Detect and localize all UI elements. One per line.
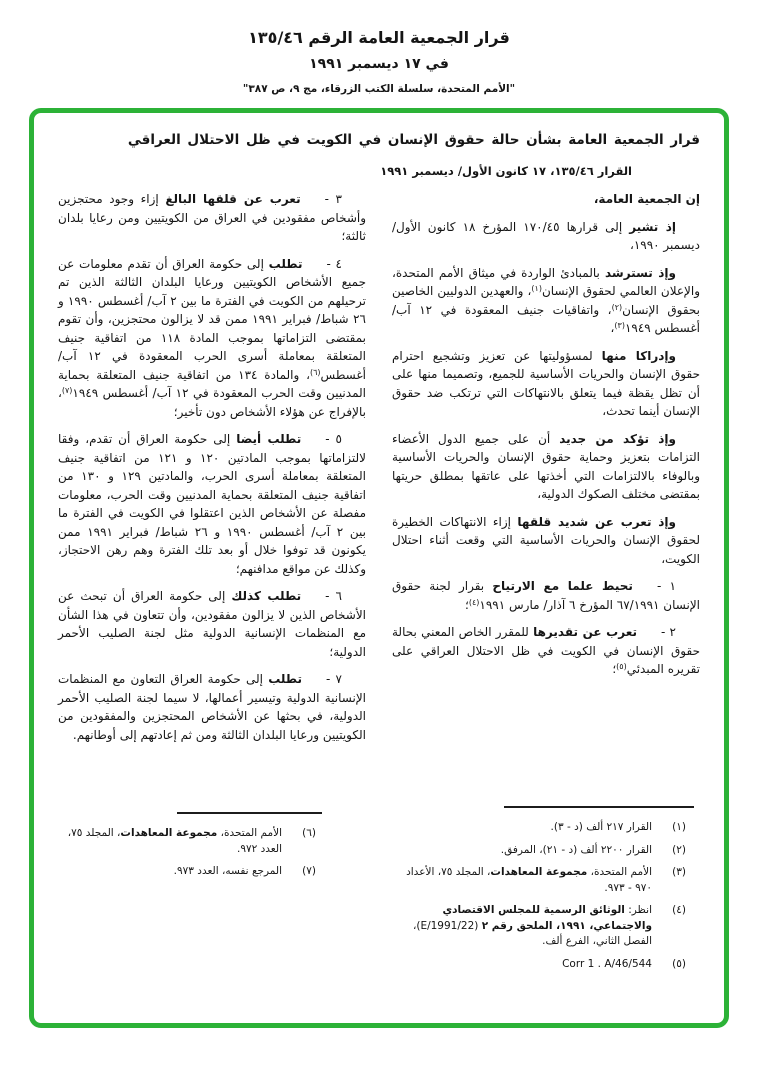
footnote-separator-rule [504,806,694,808]
body-text: ، بالإفراج عن هؤلاء الأشخاص دون تأخير؛ [58,386,366,419]
body-text: القرار ٢٢٠٠ ألف (د - ٢١)، المرفق. [500,843,652,856]
footnote-marker: (١) [672,821,686,834]
footnote-marker: (٦) [302,827,316,840]
body-text: (E/1991/22)، الفصل الثاني، الفرع ألف. [412,919,652,948]
column-right [392,190,700,979]
footnote-marker: (٣) [672,866,686,879]
footnote-marker: (٤) [672,904,686,917]
footnote-reference: (٧) [61,386,73,396]
footnote-reference: (٤) [468,597,480,607]
paragraph-number: ٣ - [324,192,342,207]
footnote-separator-rule [177,812,322,814]
bold-lead-text: إذ تشير [629,219,676,234]
footnote [392,843,700,859]
header-source-citation: "الأمم المتحدة، سلسلة الكتب الزرقاء، مج ٩، ص ٣٨٧" [242,83,516,95]
bold-lead-text: تطلب [268,256,303,271]
footnote-marker: (٥) [672,957,686,970]
body-text: ، والعهدين الدوليين الخاصين بحقوق الإنسان [392,284,700,317]
bold-lead-text: الوثائق الرسمية للمجلس الاقتصادي والاجتماعي، ١٩٩١، الملحق رقم ٢ [442,904,652,932]
resolution-box [29,108,729,1028]
paragraph [58,430,366,578]
paragraph-number: ٤ - [326,256,342,271]
body-text: المرجع نفسه، العدد ٩٧٣. [173,865,282,878]
body-text: الأمم المتحدة، [587,866,652,879]
two-column-body [58,190,700,979]
paragraph-number: ٢ - [660,625,676,640]
footnote [392,957,700,973]
paragraph [392,430,700,504]
paragraph [392,513,700,569]
footnote-reference: (٢) [611,302,623,312]
body-text: ؛ [465,597,469,612]
bold-lead-text: مجموعة المعاهدات [120,827,218,840]
paragraph [392,577,700,614]
footnote-reference: (٦) [309,367,321,377]
bold-lead-text: وإذ تعرب عن شديد قلقها [517,514,677,529]
paragraph [392,190,700,209]
paragraph [392,623,700,679]
footnote-marker: (٢) [672,843,686,856]
paragraph [392,264,700,338]
paragraph-number: ١ - [656,579,676,594]
footnote-text [58,826,282,857]
bold-lead-text: تعرب عن قلقها البالغ [165,192,301,207]
resolution-title: قرار الجمعية العامة بشأن حالة حقوق الإنسان في الكويت في ظل الاحتلال العراقي [127,132,700,148]
bold-lead-text: تحيط علما مع الارتياح [492,579,633,594]
footnote-text [58,864,282,880]
footnote-reference: (٥) [616,662,627,672]
bold-lead-text: تطلب كذلك [231,589,302,604]
footnote [392,903,700,950]
body-text: ، والمادة ١٣٤ من اتفاقية جنيف المتعلقة بحماية المدنيين وقت الحرب المعقودة في ١٢ آب/ أغسطس ١٩٤٩ [58,367,367,401]
header-resolution-number: قرار الجمعية العامة الرقم ١٣٥/٤٦ [248,28,510,47]
bold-lead-text: إن الجمعية العامة، [593,192,700,207]
body-text: ، المجلد ٧٥، العدد ٩٧٢. [67,827,282,855]
column-right-content [392,190,700,802]
body-text: للمقرر الخاص المعني بحالة حقوق الإنسان في الكويت في ظل الاحتلال العراقي على تقريره المبدئي [392,625,700,677]
footnote-reference: (٣) [614,321,625,331]
body-text: انظر: [624,904,652,917]
header-date: في ١٧ ديسمبر ١٩٩١ [309,56,449,72]
column-left [58,190,366,979]
body-text: بقرار لجنة حقوق الإنسان ٦٧/١٩٩١ المؤرخ ٦ آذار/ مارس ١٩٩١ [392,579,700,612]
body-text: إزاء الانتهاكات الخطيرة لحقوق الإنسان والحريات الأساسية التي وقعت أثناء احتلال الكويت، [392,514,700,566]
footnote [392,865,700,896]
footnote-reference: (١) [531,284,542,294]
footnote-text [392,957,652,973]
paragraph-number: ٧ - [326,672,342,687]
resolution-subtitle: القرار ١٣٥/٤٦، ١٧ كانون الأول/ ديسمبر ١٩٩١ [380,164,632,179]
paragraph-number: ٦ - [325,589,342,604]
body-text: بالمبادئ الواردة في ميثاق الأمم المتحدة، والإعلان العالمي لحقوق الإنسان [392,265,700,299]
paragraph [58,587,366,661]
paragraph [58,190,366,246]
body-text: الأمم المتحدة، [217,827,282,840]
body-text: أن على جميع الدول الأعضاء التزامات بتعزيز وحماية حقوق الإنسان والحريات الأساسية وبالوفاء بالالتزامات التي أخذتها على عاتقها بمطلق حريتها بمقتضى مختلف الصكوك الدولية، [392,431,700,502]
footnote [392,820,700,836]
footnotes-left-list [58,826,366,880]
paragraph [58,670,366,744]
page-header [0,0,758,95]
footnote-text [392,820,652,836]
body-text: إلى حكومة العراق أن تبحث عن الأشخاص الذين لا يزالون مفقودين، وأن تتعاون في هذا الشأن مع المنظمات الإنسانية الدولية مثل لجنة الصليب الأحمر الدولية؛ [58,589,366,659]
bold-lead-text: مجموعة المعاهدات [490,866,588,879]
paragraph [392,218,700,255]
bold-lead-text: تعرب عن تقديرها [533,625,637,640]
body-text: Corr 1 . A/46/544 [562,957,652,970]
body-text: ؛ [612,662,617,677]
body-text: إزاء وجود محتجزين وأشخاص مفقودين في العراق من الكويتيين ومن رعايا بلدان ثالثة؛ [58,192,366,244]
paragraph [392,347,700,421]
footnote-text [392,903,652,950]
paragraph-number: ٥ - [325,432,342,447]
body-text: لمسؤوليتها عن تعزيز وتشجيع احترام حقوق الإنسان والحريات الأساسية للجميع، وتصميما منها على أن تظل يقظة فيما يتعلق بالانتهاكات التي ترتكب ضد حقوق الإنسان أينما تحدث، [392,348,700,419]
footnote-marker: (٧) [302,865,316,878]
bold-lead-text: تطلب [268,672,302,687]
body-text: إلى حكومة العراق التعاون مع المنظمات الإنسانية الدولية وتيسير أعمالها، لا سيما لجنة الصليب الأحمر الدولية، في بحثها عن الأشخاص المحتجزين والمفقودين من الكويتيين ورعايا البلدان الثالثة ومن ثم إعادتهم إلى أوطانهم. [58,672,366,742]
footnote-text [392,865,652,896]
body-text: ، [610,321,615,336]
bold-lead-text: وإذ تؤكد من جديد [559,431,677,446]
body-text: ، واتفاقيات جنيف المعقودة في ١٢ آب/ أغسطس ١٩٤٩ [392,302,700,336]
footnotes-left-block [58,812,366,887]
footnote [58,826,330,857]
bold-lead-text: وإدراكا منها [601,348,676,363]
body-text: إلى حكومة العراق أن تقدم معلومات عن جميع الأشخاص الكويتيين ورعايا البلدان الثالثة الذين تم ترحيلهم من الكويت في الفترة ما بين ٢ آب/ أغسطس ١٩٩٠ و ٢٦ شباط/ فبراير ١٩٩١ ممن قد لا يزالون محتجزين، وأن تقوم بمقتضى التزاماتها بموجب المادة ١١٨ من اتفاقية جنيف المتعلقة بمعاملة أسرى الحرب المعقودة في ١٢ آب/ أغسطس [58,256,367,382]
body-text: ، المجلد ٧٥، الأعداد ٩٧٠ - ٩٧٣. [406,866,652,894]
footnotes-right-list [392,820,700,972]
paragraph [58,255,366,422]
footnotes-right-block [392,806,700,979]
footnote [58,864,330,880]
column-left-content [58,190,366,808]
footnote-text [392,843,652,859]
bold-lead-text: وإذ تسترشد [604,265,676,280]
body-text: القرار ٢١٧ ألف (د - ٣). [550,821,652,834]
body-text: إلى قرارها ١٧٠/٤٥ المؤرخ ١٨ كانون الأول/ ديسمبر ١٩٩٠، [392,219,700,253]
body-text: إلى حكومة العراق أن تقدم، وفقا لالتزاماتها بموجب المادتين ١٢٠ و ١٢١ من اتفاقية جنيف المتعلقة بمعاملة أسرى الحرب، والمادتين ١٢٩ و ١٣٠ من اتفاقية جنيف المتعلقة بحماية المدنيين وقت الحرب، معلومات مفصلة عن الأشخاص الذين اعتقلوا في الكويت في الفترة ما بين ٢ آب/ أغسطس ١٩٩٠ و ٢٦ شباط/ فبراير ١٩٩١ ممن يكونون قد توفوا خلال أو بعد تلك الفترة وهم رهن الاحتجاز، وكذلك عن مواقع مدافنهم؛ [58,432,366,576]
bold-lead-text: تطلب أيضا [236,432,302,447]
